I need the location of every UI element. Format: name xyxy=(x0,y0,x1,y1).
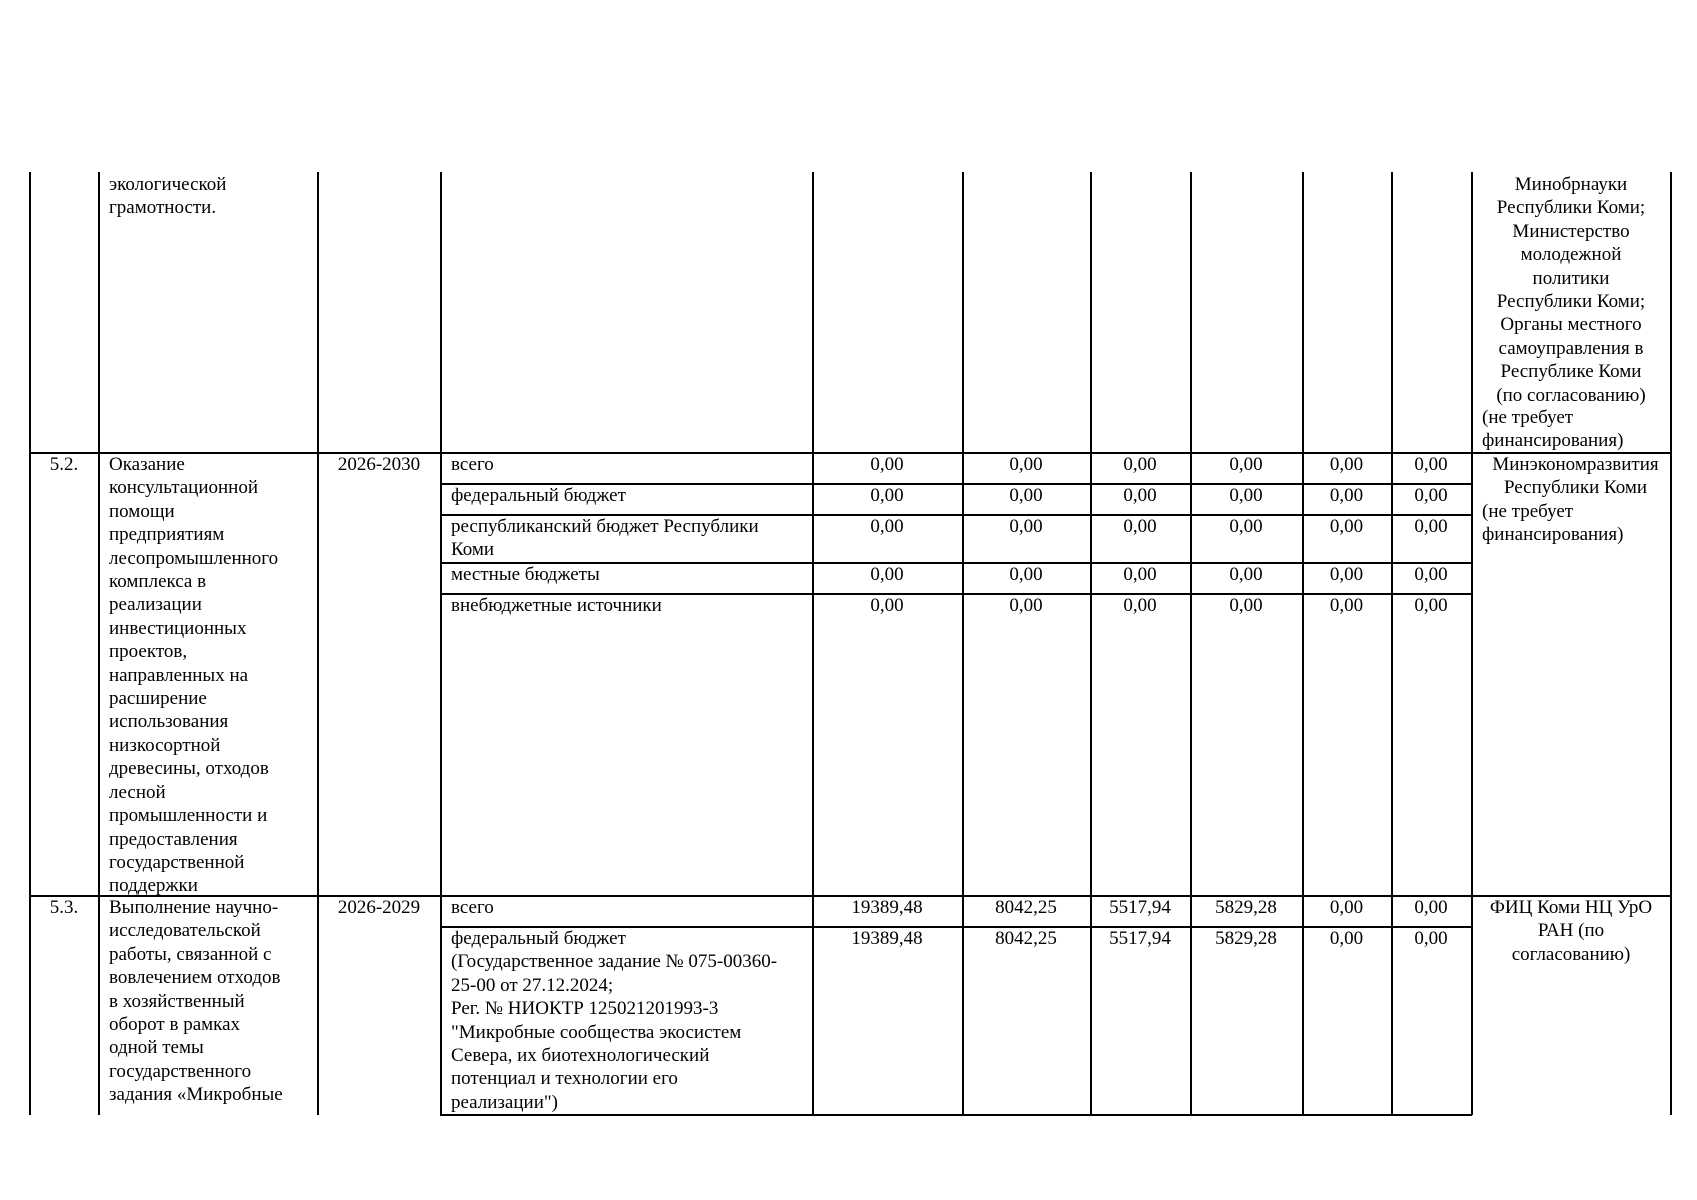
row-period: 2026-2030 xyxy=(337,454,421,475)
value-total: 19389,48 xyxy=(851,897,923,918)
row-period: 2026-2029 xyxy=(337,897,421,918)
value-year2: 5517,94 xyxy=(1109,897,1171,918)
continued-description: экологической грамотности. xyxy=(109,174,227,219)
column-divider-year2 xyxy=(1190,172,1192,1115)
source-name: внебюджетные источники xyxy=(451,595,662,616)
value-year2: 0,00 xyxy=(1123,564,1157,585)
value-year4: 0,00 xyxy=(1329,564,1364,585)
value-year1: 0,00 xyxy=(1009,564,1043,585)
value-year1: 0,00 xyxy=(1009,516,1043,537)
column-divider-description xyxy=(317,172,319,1115)
value-year4: 0,00 xyxy=(1329,897,1364,918)
value-year5: 0,00 xyxy=(1414,897,1448,918)
value-total: 19389,48 xyxy=(851,928,923,949)
source-name: всего xyxy=(451,897,494,918)
column-divider-source xyxy=(812,172,814,1115)
value-year2: 0,00 xyxy=(1123,485,1157,506)
table-border-left xyxy=(29,172,31,1115)
row-executor: Минэкономразвития Республики Коми xyxy=(1492,454,1659,499)
value-year1: 8042,25 xyxy=(995,897,1057,918)
source-name: федеральный бюджет xyxy=(451,485,626,506)
value-year2: 0,00 xyxy=(1123,454,1157,475)
table-border-right xyxy=(1670,172,1672,1115)
column-divider-period xyxy=(440,172,442,1115)
value-year1: 0,00 xyxy=(1009,595,1043,616)
value-year3: 0,00 xyxy=(1229,485,1263,506)
value-year2: 5517,94 xyxy=(1109,928,1171,949)
value-year4: 0,00 xyxy=(1329,454,1364,475)
column-divider-year4 xyxy=(1391,172,1393,1115)
value-year3: 5829,28 xyxy=(1215,928,1277,949)
value-year5: 0,00 xyxy=(1414,564,1448,585)
value-year5: 0,00 xyxy=(1414,595,1448,616)
continued-executor-note: (не требует финансирования) xyxy=(1482,407,1624,452)
column-divider-number xyxy=(98,172,100,1115)
value-total: 0,00 xyxy=(870,564,904,585)
value-year1: 8042,25 xyxy=(995,928,1057,949)
continued-executor: Минобрнауки Республики Коми; Министерство молодежной политики Республики Коми; Органы местного самоуправления в Республике Коми (по согласованию) xyxy=(1496,174,1646,406)
row-description: Выполнение научно- исследовательской работы, связанной с вовлечением отходов в хозяйственный оборот в рамках одной темы государственного задания «Микробные xyxy=(109,897,283,1106)
value-year4: 0,00 xyxy=(1329,485,1364,506)
value-total: 0,00 xyxy=(870,595,904,616)
value-year3: 0,00 xyxy=(1229,595,1263,616)
value-year3: 0,00 xyxy=(1229,564,1263,585)
value-year1: 0,00 xyxy=(1009,485,1043,506)
value-year4: 0,00 xyxy=(1329,928,1364,949)
value-year1: 0,00 xyxy=(1009,454,1043,475)
value-year5: 0,00 xyxy=(1414,516,1448,537)
source-name: республиканский бюджет Республики Коми xyxy=(451,516,759,561)
value-year5: 0,00 xyxy=(1414,454,1448,475)
value-total: 0,00 xyxy=(870,454,904,475)
row-executor-note: (не требует финансирования) xyxy=(1482,501,1624,546)
column-divider-year1 xyxy=(1090,172,1092,1115)
value-year4: 0,00 xyxy=(1329,516,1364,537)
value-total: 0,00 xyxy=(870,516,904,537)
source-name: всего xyxy=(451,454,494,475)
column-divider-year3 xyxy=(1302,172,1304,1115)
column-divider-total xyxy=(962,172,964,1115)
source-name: федеральный бюджет (Государственное задание № 075-00360- 25-00 от 27.12.2024; Рег. № НИОКТР 125021201993-3 "Микробные сообщества экосистем Севера, их биотехнологический потенциал и технологии его реализации") xyxy=(451,928,778,1113)
row-description: Оказание консультационной помощи предприятиям лесопромышленного комплекса в реализации инвестиционных проектов, направленных на расширение использования низкосортной древесины, отходов лесной промышленности и предоставления государственной поддержки xyxy=(109,454,279,897)
value-year3: 0,00 xyxy=(1229,516,1263,537)
value-total: 0,00 xyxy=(870,485,904,506)
value-year4: 0,00 xyxy=(1329,595,1364,616)
value-year2: 0,00 xyxy=(1123,595,1157,616)
value-year3: 5829,28 xyxy=(1215,897,1277,918)
value-year5: 0,00 xyxy=(1414,485,1448,506)
value-year3: 0,00 xyxy=(1229,454,1263,475)
value-year5: 0,00 xyxy=(1414,928,1448,949)
row-number: 5.2. xyxy=(49,454,79,475)
source-name: местные бюджеты xyxy=(451,564,600,585)
row-executor: ФИЦ Коми НЦ УрО РАН (по согласованию) xyxy=(1489,897,1653,965)
value-year2: 0,00 xyxy=(1123,516,1157,537)
row-number: 5.3. xyxy=(49,897,79,918)
